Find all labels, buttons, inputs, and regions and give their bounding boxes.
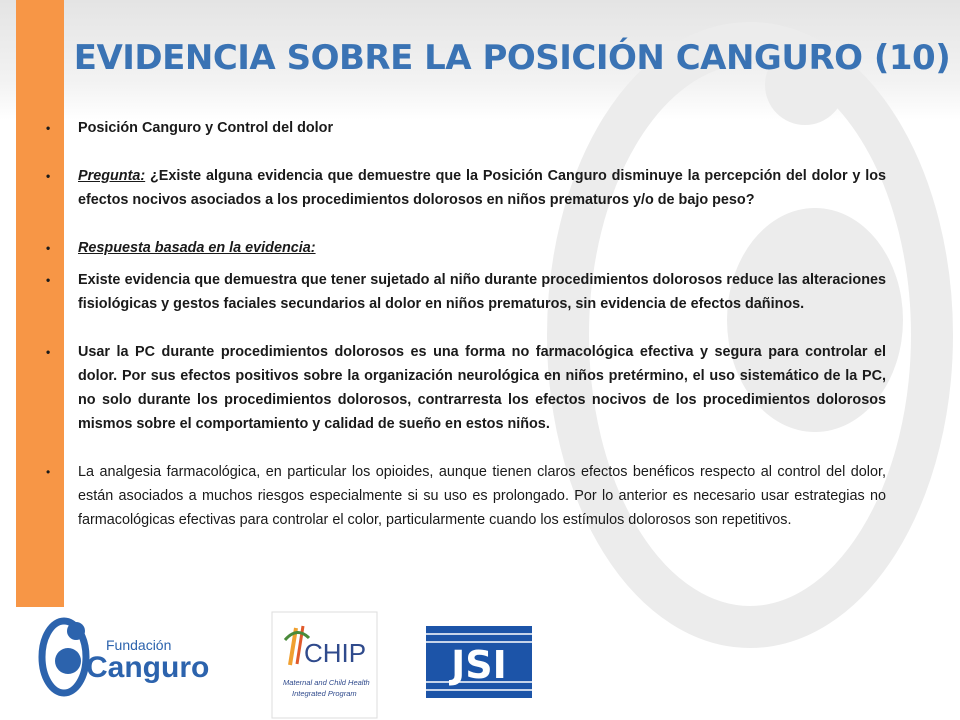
bullet-marker: • [46, 345, 51, 359]
mchip-tagline-2: Integrated Program [292, 689, 357, 698]
bullet-label: Respuesta basada en la evidencia: [78, 240, 316, 256]
fundacion-canguro-logo [42, 621, 209, 693]
bullet-label: Pregunta: [78, 168, 146, 184]
bullet-marker: • [46, 465, 51, 479]
logo-strip [0, 607, 960, 720]
bullet-text: La analgesia farmacológica, en particular los opioides, aunque tienen claros efectos benéficos respecto al control del dolor, están asociados a muchos riesgos especialmente si su uso es prolongado. Por lo anterior es necesario usar estrategias no farmacológicas efectivas para controlar el color, particularmente cuando los estímulos dolorosos son repetitivos. [78, 464, 886, 528]
mchip-tagline-1: Maternal and Child Health [283, 678, 370, 687]
bullet-marker: • [46, 121, 51, 135]
canguro-logo-line1: Fundación [106, 637, 172, 653]
bullet-item [40, 268, 886, 316]
bullet-marker: • [46, 169, 51, 183]
mchip-logo [272, 612, 377, 718]
jsi-logo [426, 626, 532, 698]
canguro-logo-line2: Canguro [86, 651, 210, 684]
bullet-text: Posición Canguro y Control del dolor [78, 120, 334, 136]
bullet-marker: • [46, 241, 51, 255]
bullet-list [40, 116, 886, 532]
jsi-name: JSI [451, 643, 507, 687]
bullet-text: Usar la PC durante procedimientos dolorosos es una forma no farmacológica efectiva y segura para controlar el dolor. Por sus efectos positivos sobre la organización neurológica en niños pretérmino, el uso sistemático de la PC, no solo durante los procedimientos dolorosos, contrarresta los efectos nocivos de los procedimientos dolorosos mismos sobre el comportamiento y calidad de sueño en estos niños. [78, 344, 886, 432]
bullet-text: Existe evidencia que demuestra que tener sujetado al niño durante procedimientos dolorosos reduce las alteraciones fisiológicas y gestos faciales secundarios al dolor en niños prematuros, sin evidencia de efectos dañinos. [78, 272, 886, 312]
bullet-text: ¿Existe alguna evidencia que demuestre que la Posición Canguro disminuye la percepción del dolor y los efectos nocivos asociados a los procedimientos dolorosos en niños prematuros y/o de bajo peso? [78, 168, 886, 208]
bullet-marker: • [46, 273, 51, 287]
bullet-item [40, 340, 886, 436]
bullet-item [40, 116, 886, 140]
mchip-name: CHIP [304, 638, 367, 668]
bullet-item [40, 236, 886, 260]
slide-title: EVIDENCIA SOBRE LA POSICIÓN CANGURO (10) [73, 38, 951, 78]
bullet-item [40, 460, 886, 532]
bullet-item [40, 164, 886, 212]
